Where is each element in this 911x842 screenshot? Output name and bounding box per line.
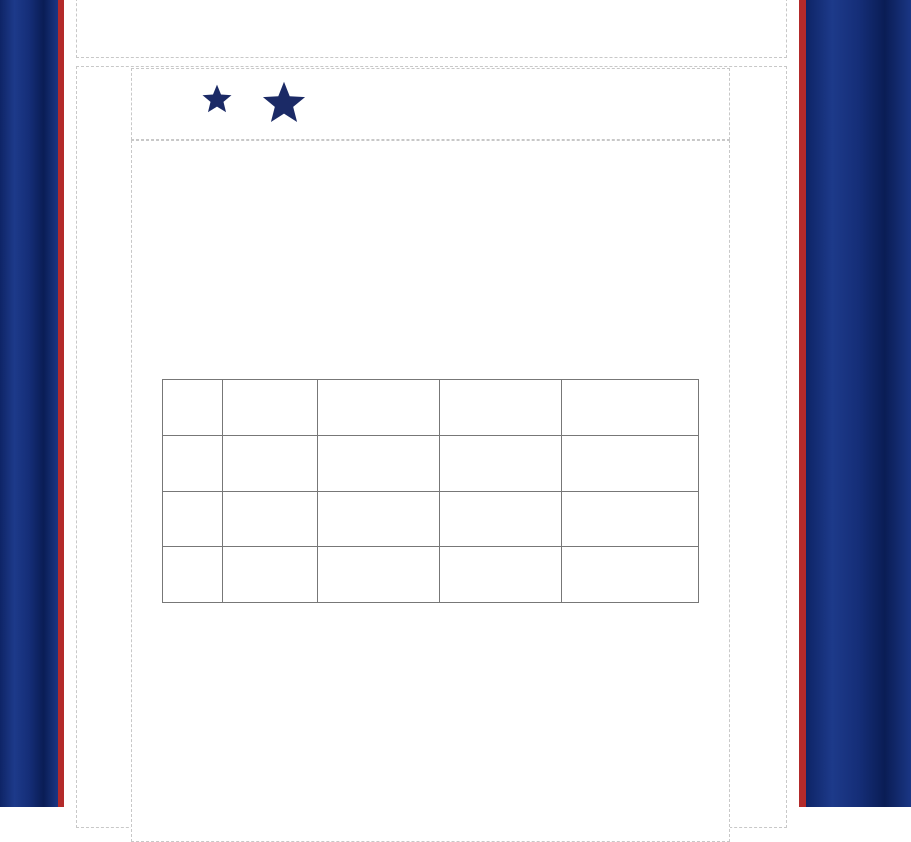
listing-main xyxy=(64,0,799,807)
flag-stars-left xyxy=(0,0,58,807)
top-star-row xyxy=(77,0,786,57)
table-header-cell xyxy=(318,380,440,436)
right-red-stripe xyxy=(799,0,806,807)
table-cell xyxy=(440,491,562,547)
table-row xyxy=(163,491,699,547)
right-flag-border xyxy=(806,0,911,807)
table-cell xyxy=(318,491,440,547)
star-icon xyxy=(200,82,234,114)
table-header-row xyxy=(163,380,699,436)
table-cell xyxy=(163,435,223,491)
table-header-cell xyxy=(163,380,223,436)
table-cell xyxy=(562,547,699,603)
table-cell xyxy=(163,547,223,603)
table-cell xyxy=(562,435,699,491)
table-cell xyxy=(562,491,699,547)
table-cell xyxy=(223,491,318,547)
star-icon xyxy=(260,79,308,124)
header-stars xyxy=(197,78,337,134)
size-chart-table xyxy=(162,379,699,603)
table-header-cell xyxy=(562,380,699,436)
table-cell xyxy=(318,435,440,491)
table-cell xyxy=(318,547,440,603)
flag-stars-right xyxy=(806,0,911,807)
table-header-cell xyxy=(440,380,562,436)
left-flag-border xyxy=(0,0,58,807)
table-cell xyxy=(223,435,318,491)
table-cell xyxy=(163,491,223,547)
table-cell xyxy=(440,435,562,491)
table-header-cell xyxy=(223,380,318,436)
table-row xyxy=(163,435,699,491)
table-cell xyxy=(223,547,318,603)
table-cell xyxy=(440,547,562,603)
table-row xyxy=(163,547,699,603)
top-star-banner xyxy=(76,0,787,58)
